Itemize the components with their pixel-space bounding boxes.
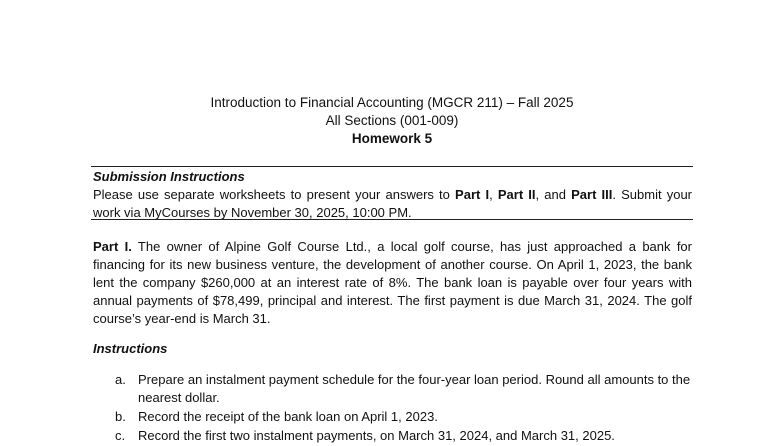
submission-heading: Submission Instructions [93,169,245,184]
item-text: Record the receipt of the bank loan on April 1, 2023. [138,409,438,424]
part-ii-ref: Part II [497,187,536,202]
part-i-text: The owner of Alpine Golf Course Ltd., a local golf course, has just approached a bank for financing for its new business venture, the development of another course. On April 1, 2023, the bank lent the company $260,000 at an interest rate of 8%. The bank loan is payable over four years with annual payments of $78,499, principal and interest. The first payment is due March 31, 2024. The golf course’s year-end is March 31. [93,239,692,326]
part-i-label: Part I. [93,239,132,254]
item-letter: b. [115,409,126,424]
item-letter: c. [115,428,126,443]
instructions-heading: Instructions [93,341,168,356]
part-iii-ref: Part III [571,187,613,202]
sections-line: All Sections (001-009) [325,113,459,128]
course-title: Introduction to Financial Accounting (MGCR 211) – Fall 2025 [210,95,574,110]
sep1: , [489,187,498,202]
list-item [93,427,693,445]
list-item [93,371,693,407]
list-item [93,408,693,426]
item-text: Prepare an instalment payment schedule for the four-year loan period. Round all amounts to the nearest dollar. [138,372,691,405]
instructions-list [93,371,693,446]
part-i-ref: Part I [455,187,490,202]
sep2: , and [535,187,572,202]
submission-text-before: Please use separate worksheets to present your answers to [93,187,456,202]
bottom-divider [91,219,693,220]
part-i-paragraph [93,238,692,328]
item-letter: a. [115,372,126,387]
submission-text-after: . Submit your work via MyCourses by November 30, 2025, 10:00 PM. [93,187,693,220]
item-text: Record the first two instalment payments, on March 31, 2024, and March 31, 2025. [138,428,615,443]
top-divider [91,166,693,167]
submission-text [93,186,692,222]
homework-title: Homework 5 [351,131,433,146]
